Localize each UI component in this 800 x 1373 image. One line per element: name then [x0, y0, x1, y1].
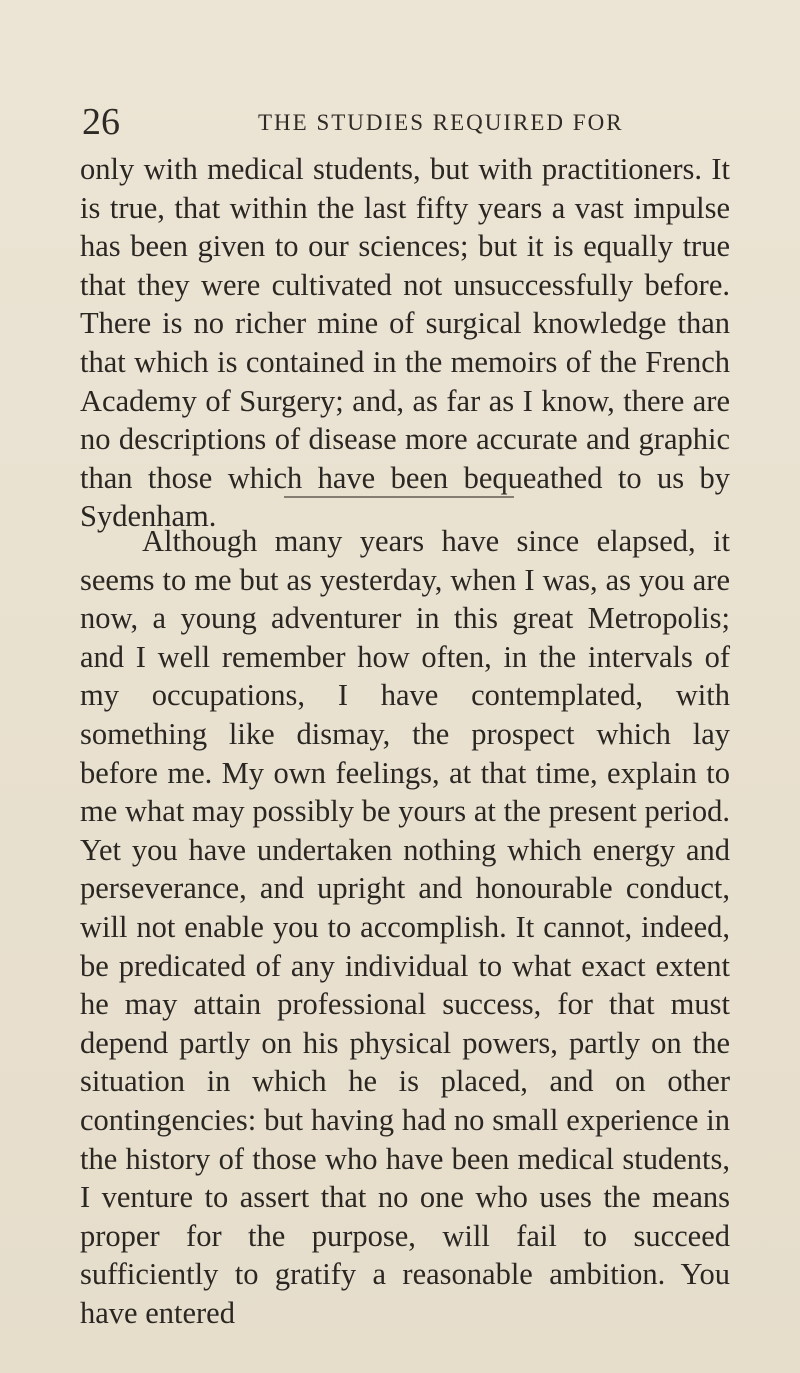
running-title: THE STUDIES REQUIRED FOR — [258, 110, 624, 135]
page-number: 26 — [82, 101, 120, 143]
paragraph-1: only with medical students, but with practitioners. It is true, that within the last fifty years a vast impulse has been given to our sciences; but it is equally true that they were cultivated not unsuccessfully before. There is no richer mine of surgical knowledge than that which is contained in the memoirs of the French Academy of Surgery; and, as far as I know, there are no descriptions of disease more accurate and graphic than those which have been bequeathed to us by Sydenham. — [80, 152, 730, 534]
paragraph-2: Although many years have since elapsed, it seems to me but as yesterday, when I was, as you are now, a young adventurer in this great Metropolis; and I well remember how often, in the intervals of my occupations, I have contemplated, with something like dismay, the prospect which lay before me. My own feelings, at that time, explain to me what may possibly be yours at the present period. Yet you have undertaken nothing which energy and perseverance, and upright and honourable conduct, will not enable you to accomplish. It cannot, indeed, be predicated of any individual to what exact extent he may attain professional success, for that must depend partly on his physical powers, partly on the situation in which he is placed, and on other contingencies: but having had no small experience in the history of those who have been medical students, I venture to assert that no one who uses the means proper for the purpose, will fail to succeed sufficiently to gratify a reasonable ambition. You have entered — [80, 524, 730, 1330]
page-header — [82, 102, 722, 142]
section-divider — [284, 496, 514, 498]
